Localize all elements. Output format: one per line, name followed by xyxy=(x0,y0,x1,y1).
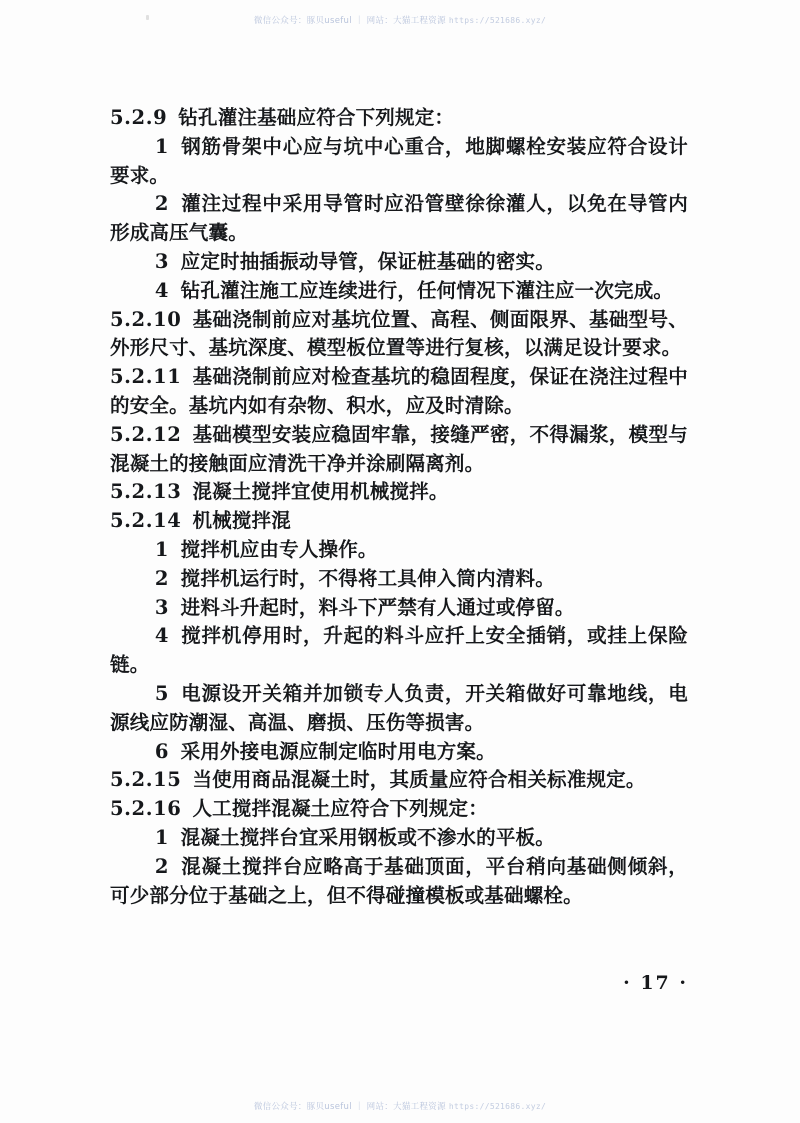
page-number: · 17 · xyxy=(623,972,688,994)
list-item-number: 2 xyxy=(154,566,169,590)
list-item xyxy=(110,277,688,306)
clause-text: 基础浇制前应对基坑位置、高程、侧面限界、基础型号、外形尺寸、基坑深度、模型板位置等进行复核，以满足设计要求。 xyxy=(110,307,688,360)
document-body xyxy=(110,104,688,910)
clause-paragraph xyxy=(110,766,688,795)
clause-paragraph xyxy=(110,421,688,479)
clause-number: 5.2.11 xyxy=(110,365,182,389)
clause-paragraph xyxy=(110,478,688,507)
watermark-top-url: https://521686.xyz/ xyxy=(448,16,547,25)
list-item xyxy=(110,190,688,248)
list-item-number: 3 xyxy=(154,249,169,273)
list-item-text: 搅拌机停用时，升起的料斗应扦上安全插销，或挂上保险链。 xyxy=(110,624,688,677)
clause-number: 5.2.12 xyxy=(110,422,182,446)
clause-text: 钻孔灌注基础应符合下列规定： xyxy=(178,106,455,129)
watermark-bottom-url: https://521686.xyz/ xyxy=(448,1102,547,1111)
clause-number: 5.2.9 xyxy=(110,106,168,129)
list-item-number: 1 xyxy=(154,537,169,561)
list-item-number: 5 xyxy=(154,681,169,705)
list-item xyxy=(110,853,688,911)
list-item-number: 3 xyxy=(154,595,169,619)
list-item xyxy=(110,133,688,191)
list-item-text: 混凝土搅拌台宜采用钢板或不渗水的平板。 xyxy=(180,825,555,849)
list-item xyxy=(110,565,688,594)
clause-paragraph xyxy=(110,306,688,364)
clause-text: 机械搅拌混 xyxy=(192,509,291,533)
list-item-number: 1 xyxy=(154,134,169,158)
clause-text: 人工搅拌混凝土应符合下列规定： xyxy=(192,797,488,821)
list-item-text: 钻孔灌注施工应连续进行，任何情况下灌注应一次完成。 xyxy=(180,278,674,302)
list-item-text: 搅拌机运行时，不得将工具伸入筒内清料。 xyxy=(180,566,555,590)
clause-text: 混凝土搅拌宜使用机械搅拌。 xyxy=(192,480,449,504)
clause-paragraph xyxy=(110,795,688,824)
list-item-text: 应定时抽插振动导管，保证桩基础的密实。 xyxy=(180,249,555,273)
list-item xyxy=(110,824,688,853)
clause-text: 基础模型安装应稳固牢靠，接缝严密，不得漏浆，模型与混凝土的接触面应清洗干净并涂刷隔离剂。 xyxy=(110,422,688,475)
list-item xyxy=(110,680,688,738)
watermark-bottom xyxy=(0,1100,800,1112)
clause-paragraph xyxy=(110,363,688,421)
clause-text: 基础浇制前应对检查基坑的稳固程度，保证在浇注过程中的安全。基坑内如有杂物、积水，应及时清除。 xyxy=(110,365,688,417)
list-item xyxy=(110,738,688,767)
list-item-number: 2 xyxy=(154,854,169,878)
watermark-top xyxy=(0,14,800,26)
clause-number: 5.2.16 xyxy=(110,797,182,821)
clause-number: 5.2.10 xyxy=(110,307,182,331)
list-item-text: 电源设开关箱并加锁专人负责，开关箱做好可靠地线，电源线应防潮湿、高温、磨损、压伤等损害。 xyxy=(110,681,688,734)
clause-number: 5.2.15 xyxy=(110,768,182,792)
clause-text: 当使用商品混凝土时，其质量应符合相关标准规定。 xyxy=(192,768,646,792)
list-item-text: 进料斗升起时，料斗下严禁有人通过或停留。 xyxy=(180,595,575,619)
list-item xyxy=(110,622,688,680)
list-item-number: 6 xyxy=(154,739,169,763)
list-item-text: 搅拌机应由专人操作。 xyxy=(180,537,378,561)
list-item xyxy=(110,594,688,623)
scan-artifact-speck xyxy=(146,15,149,20)
list-item-text: 采用外接电源应制定临时用电方案。 xyxy=(180,739,496,763)
list-item-number: 2 xyxy=(154,192,169,216)
list-item-number: 4 xyxy=(154,624,169,648)
list-item xyxy=(110,536,688,565)
list-item-number: 1 xyxy=(154,825,169,849)
clause-paragraph xyxy=(110,104,688,133)
list-item-number: 4 xyxy=(154,278,169,302)
list-item-text: 灌注过程中采用导管时应沿管壁徐徐灌人，以免在导管内形成高压气囊。 xyxy=(110,192,688,245)
clause-number: 5.2.13 xyxy=(110,480,182,504)
watermark-bottom-text: 微信公众号：豚贝useful ｜ 网站：大猫工程资源 xyxy=(253,1102,446,1112)
list-item xyxy=(110,248,688,277)
watermark-top-text: 微信公众号：豚贝useful ｜ 网站：大猫工程资源 xyxy=(253,16,446,26)
clause-number: 5.2.14 xyxy=(110,509,182,533)
clause-paragraph xyxy=(110,507,688,536)
list-item-text: 钢筋骨架中心应与坑中心重合，地脚螺栓安装应符合设计要求。 xyxy=(110,134,688,187)
list-item-text: 混凝土搅拌台应略高于基础顶面，平台稍向基础侧倾斜，可少部分位于基础之上，但不得碰撞模板或基础螺栓。 xyxy=(110,854,688,907)
